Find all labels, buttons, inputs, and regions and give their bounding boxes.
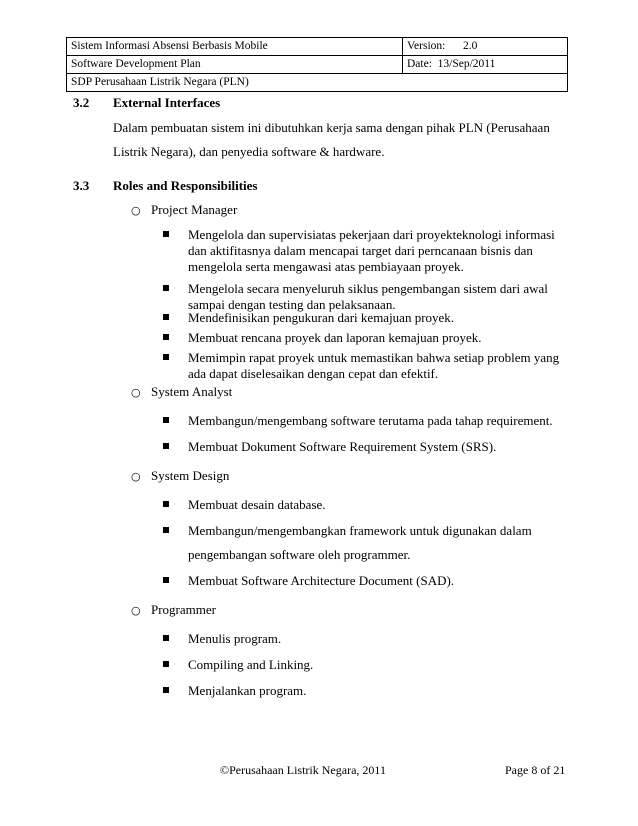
footer-copyright: ©Perusahaan Listrik Negara, 2011	[220, 763, 386, 777]
list-item: Menulis program.	[163, 631, 573, 647]
square-bullet-icon	[163, 354, 169, 360]
circle-bullet-icon: ○	[131, 470, 141, 483]
circle-bullet-icon: ○	[131, 386, 141, 399]
section-number: 3.3	[73, 178, 90, 193]
list-item: Mendefinisikan pengukuran dari kemajuan proyek.	[163, 310, 573, 326]
version-label: Version:	[407, 40, 446, 52]
section-body-3-2	[113, 116, 553, 164]
section-heading-3-2	[73, 94, 220, 112]
role-programmer	[131, 601, 216, 620]
circle-bullet-icon: ○	[131, 604, 141, 617]
list-item: Compiling and Linking.	[163, 657, 573, 673]
list-item: Mengelola secara menyeluruh siklus pengembangan sistem dari awal sampai dengan testing dan pelaksanaan.	[163, 281, 573, 313]
body-line: Listrik Negara), dan penyedia software & hardware.	[113, 144, 385, 159]
page-number: Page 8 of 21	[505, 763, 566, 777]
version-cell	[403, 38, 568, 56]
square-bullet-icon	[163, 334, 169, 340]
circle-bullet-icon: ○	[131, 204, 141, 217]
date-value: 13/Sep/2011	[437, 58, 496, 70]
square-bullet-icon	[163, 443, 169, 449]
role-system-analyst	[131, 383, 232, 402]
square-bullet-icon	[163, 417, 169, 423]
section-title: External Interfaces	[113, 95, 221, 110]
square-bullet-icon	[163, 661, 169, 667]
list-item: Membangun/mengembangkan framework untuk digunakan dalam	[163, 523, 573, 539]
square-bullet-icon	[163, 635, 169, 641]
body-line: Dalam pembuatan sistem ini dibutuhkan kerja sama dengan pihak PLN (Perusahaan	[113, 120, 550, 135]
square-bullet-icon	[163, 285, 169, 291]
document-header-table	[66, 37, 568, 92]
list-item: Membuat Software Architecture Document (SAD).	[163, 573, 573, 589]
date-cell	[403, 56, 568, 74]
square-bullet-icon	[163, 501, 169, 507]
list-item: Membuat rencana proyek dan laporan kemajuan proyek.	[163, 330, 573, 346]
list-item: Membangun/mengembang software terutama pada tahap requirement.	[163, 413, 573, 429]
section-number: 3.2	[73, 95, 90, 110]
version-value: 2.0	[463, 40, 478, 52]
doc-title: Software Development Plan	[67, 56, 403, 74]
list-item: Membuat Dokument Software Requirement System (SRS).	[163, 439, 573, 455]
list-item: Menjalankan program.	[163, 683, 573, 699]
system-title: Sistem Informasi Absensi Berbasis Mobile	[67, 38, 403, 56]
square-bullet-icon	[163, 231, 169, 237]
role-name: System Analyst	[151, 384, 233, 399]
role-name: Programmer	[151, 602, 216, 617]
square-bullet-icon	[163, 687, 169, 693]
list-item: Mengelola dan supervisiatas pekerjaan dari proyekteknologi informasi dan aktifitasnya dalam mencapai target dari perncanaan bisnis dan mengelola serta mengawasi atas pembiayaan proyek.	[163, 227, 573, 275]
section-heading-3-3	[73, 177, 257, 195]
doc-id: SDP Perusahaan Listrik Negara (PLN)	[67, 74, 568, 92]
role-name: Project Manager	[151, 202, 238, 217]
list-item: Membuat desain database.	[163, 497, 573, 513]
list-item-continuation: pengembangan software oleh programmer.	[188, 547, 411, 562]
list-item: Memimpin rapat proyek untuk memastikan bahwa setiap problem yang ada dapat diselesaikan dengan cepat dan efektif.	[163, 350, 573, 382]
square-bullet-icon	[163, 527, 169, 533]
date-label: Date:	[407, 58, 432, 70]
square-bullet-icon	[163, 577, 169, 583]
role-name: System Design	[151, 468, 230, 483]
role-project-manager	[131, 201, 237, 220]
section-title: Roles and Responsibilities	[113, 178, 258, 193]
role-system-design	[131, 467, 229, 486]
square-bullet-icon	[163, 314, 169, 320]
